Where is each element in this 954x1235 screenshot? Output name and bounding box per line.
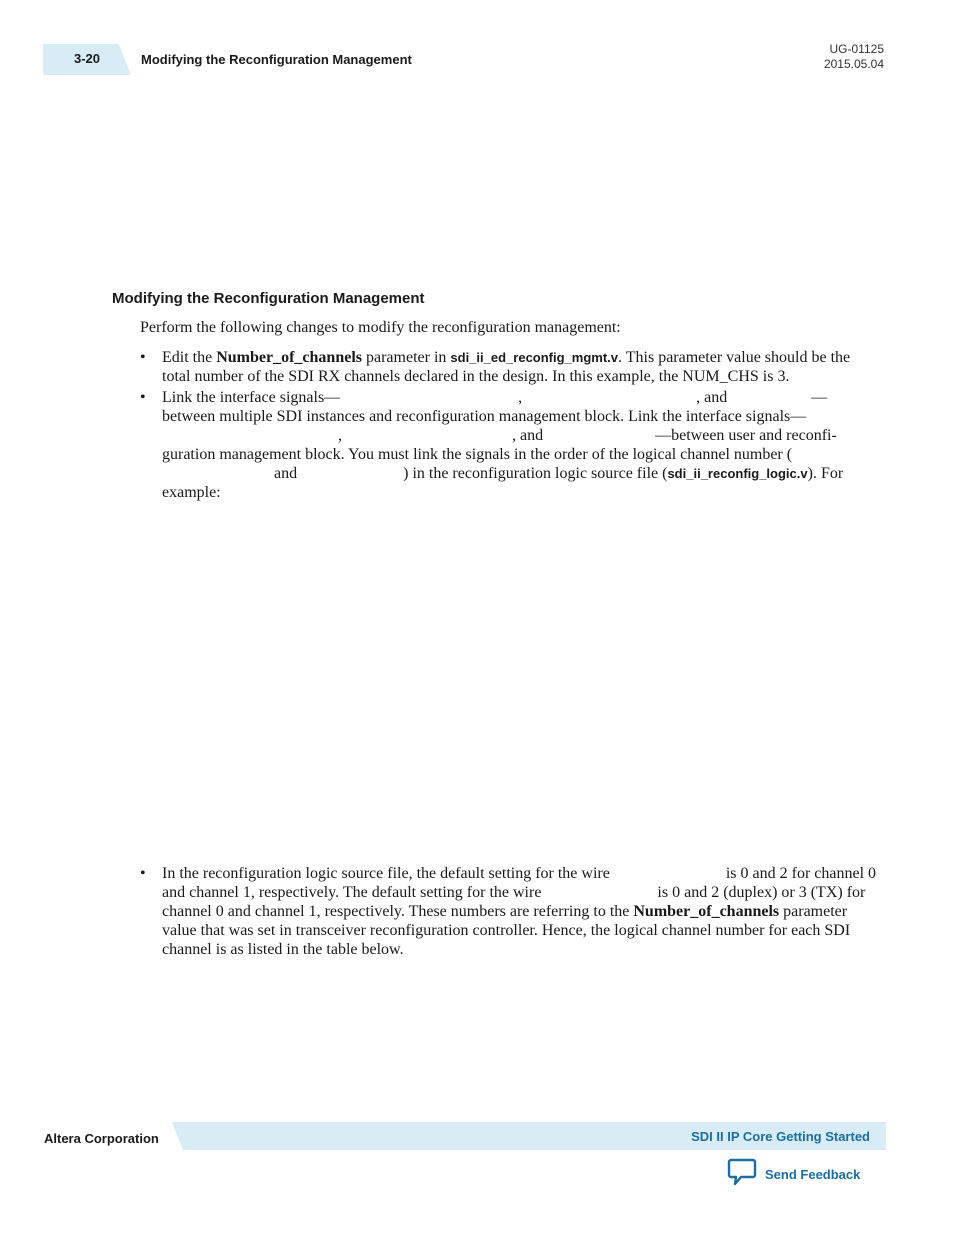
text: Link the interface signals— bbox=[162, 389, 341, 406]
footer-company: Altera Corporation bbox=[44, 1131, 159, 1146]
text: parameter value that was set in transceiver reconfiguration controller. Hence, the logical channel number for each SDI channel is as listed in the table below. bbox=[162, 903, 851, 958]
text: ) in the reconfiguration logic source file ( bbox=[403, 465, 668, 482]
bullet-logical-channel-defaults bbox=[162, 864, 882, 959]
file-name: sdi_ii_ed_reconfig_mgmt.v bbox=[450, 350, 619, 365]
text: . This parameter value should be the total number of the SDI RX channels declared in the design. In this example, the NUM_CHS is 3. bbox=[162, 349, 851, 385]
section-title: Modifying the Reconfiguration Management bbox=[112, 290, 425, 307]
text: Edit the bbox=[162, 349, 217, 366]
parameter-name: Number_of_channels bbox=[633, 903, 780, 920]
parameter-name: Number_of_channels bbox=[216, 349, 362, 366]
text: and bbox=[274, 465, 298, 482]
text: , and bbox=[696, 389, 728, 406]
page-number: 3-20 bbox=[74, 51, 101, 66]
text: , and bbox=[512, 427, 544, 444]
running-header-title: Modifying the Reconfiguration Management bbox=[141, 52, 412, 67]
footer-doc-title-link[interactable]: SDI II IP Core Getting Started bbox=[691, 1129, 870, 1144]
bullet-link-interface-signals bbox=[162, 388, 882, 502]
text: is 0 and 2 for channel 0 and channel 1, respectively. The default setting for the wire bbox=[162, 865, 877, 901]
send-feedback-label: Send Feedback bbox=[765, 1167, 861, 1182]
text: parameter in bbox=[362, 349, 451, 366]
section-intro: Perform the following changes to modify the reconfiguration management: bbox=[140, 319, 621, 336]
text: is 0 and 2 (duplex) or 3 (TX) for channel 0 and channel 1, respectively. These numbers are referring to the bbox=[162, 884, 866, 920]
doc-info bbox=[824, 42, 884, 72]
text: , bbox=[518, 389, 523, 406]
speech-bubble-icon bbox=[727, 1158, 757, 1191]
text: ). For example: bbox=[162, 465, 844, 501]
doc-id: UG-01125 bbox=[829, 42, 884, 56]
text: In the reconfiguration logic source file, the default setting for the wire bbox=[162, 865, 610, 882]
text: — between multiple SDI instances and reconfiguration management block. Link the interface signals— bbox=[162, 389, 828, 425]
text: —between user and reconfi- guration management block. You must link the signals in the order of the logical channel number ( bbox=[162, 427, 837, 463]
file-name: sdi_ii_reconfig_logic.v bbox=[667, 466, 808, 481]
bullet-number-of-channels bbox=[162, 348, 882, 386]
send-feedback-link[interactable] bbox=[727, 1158, 860, 1191]
text: , bbox=[338, 427, 342, 444]
doc-date: 2015.05.04 bbox=[823, 57, 884, 71]
